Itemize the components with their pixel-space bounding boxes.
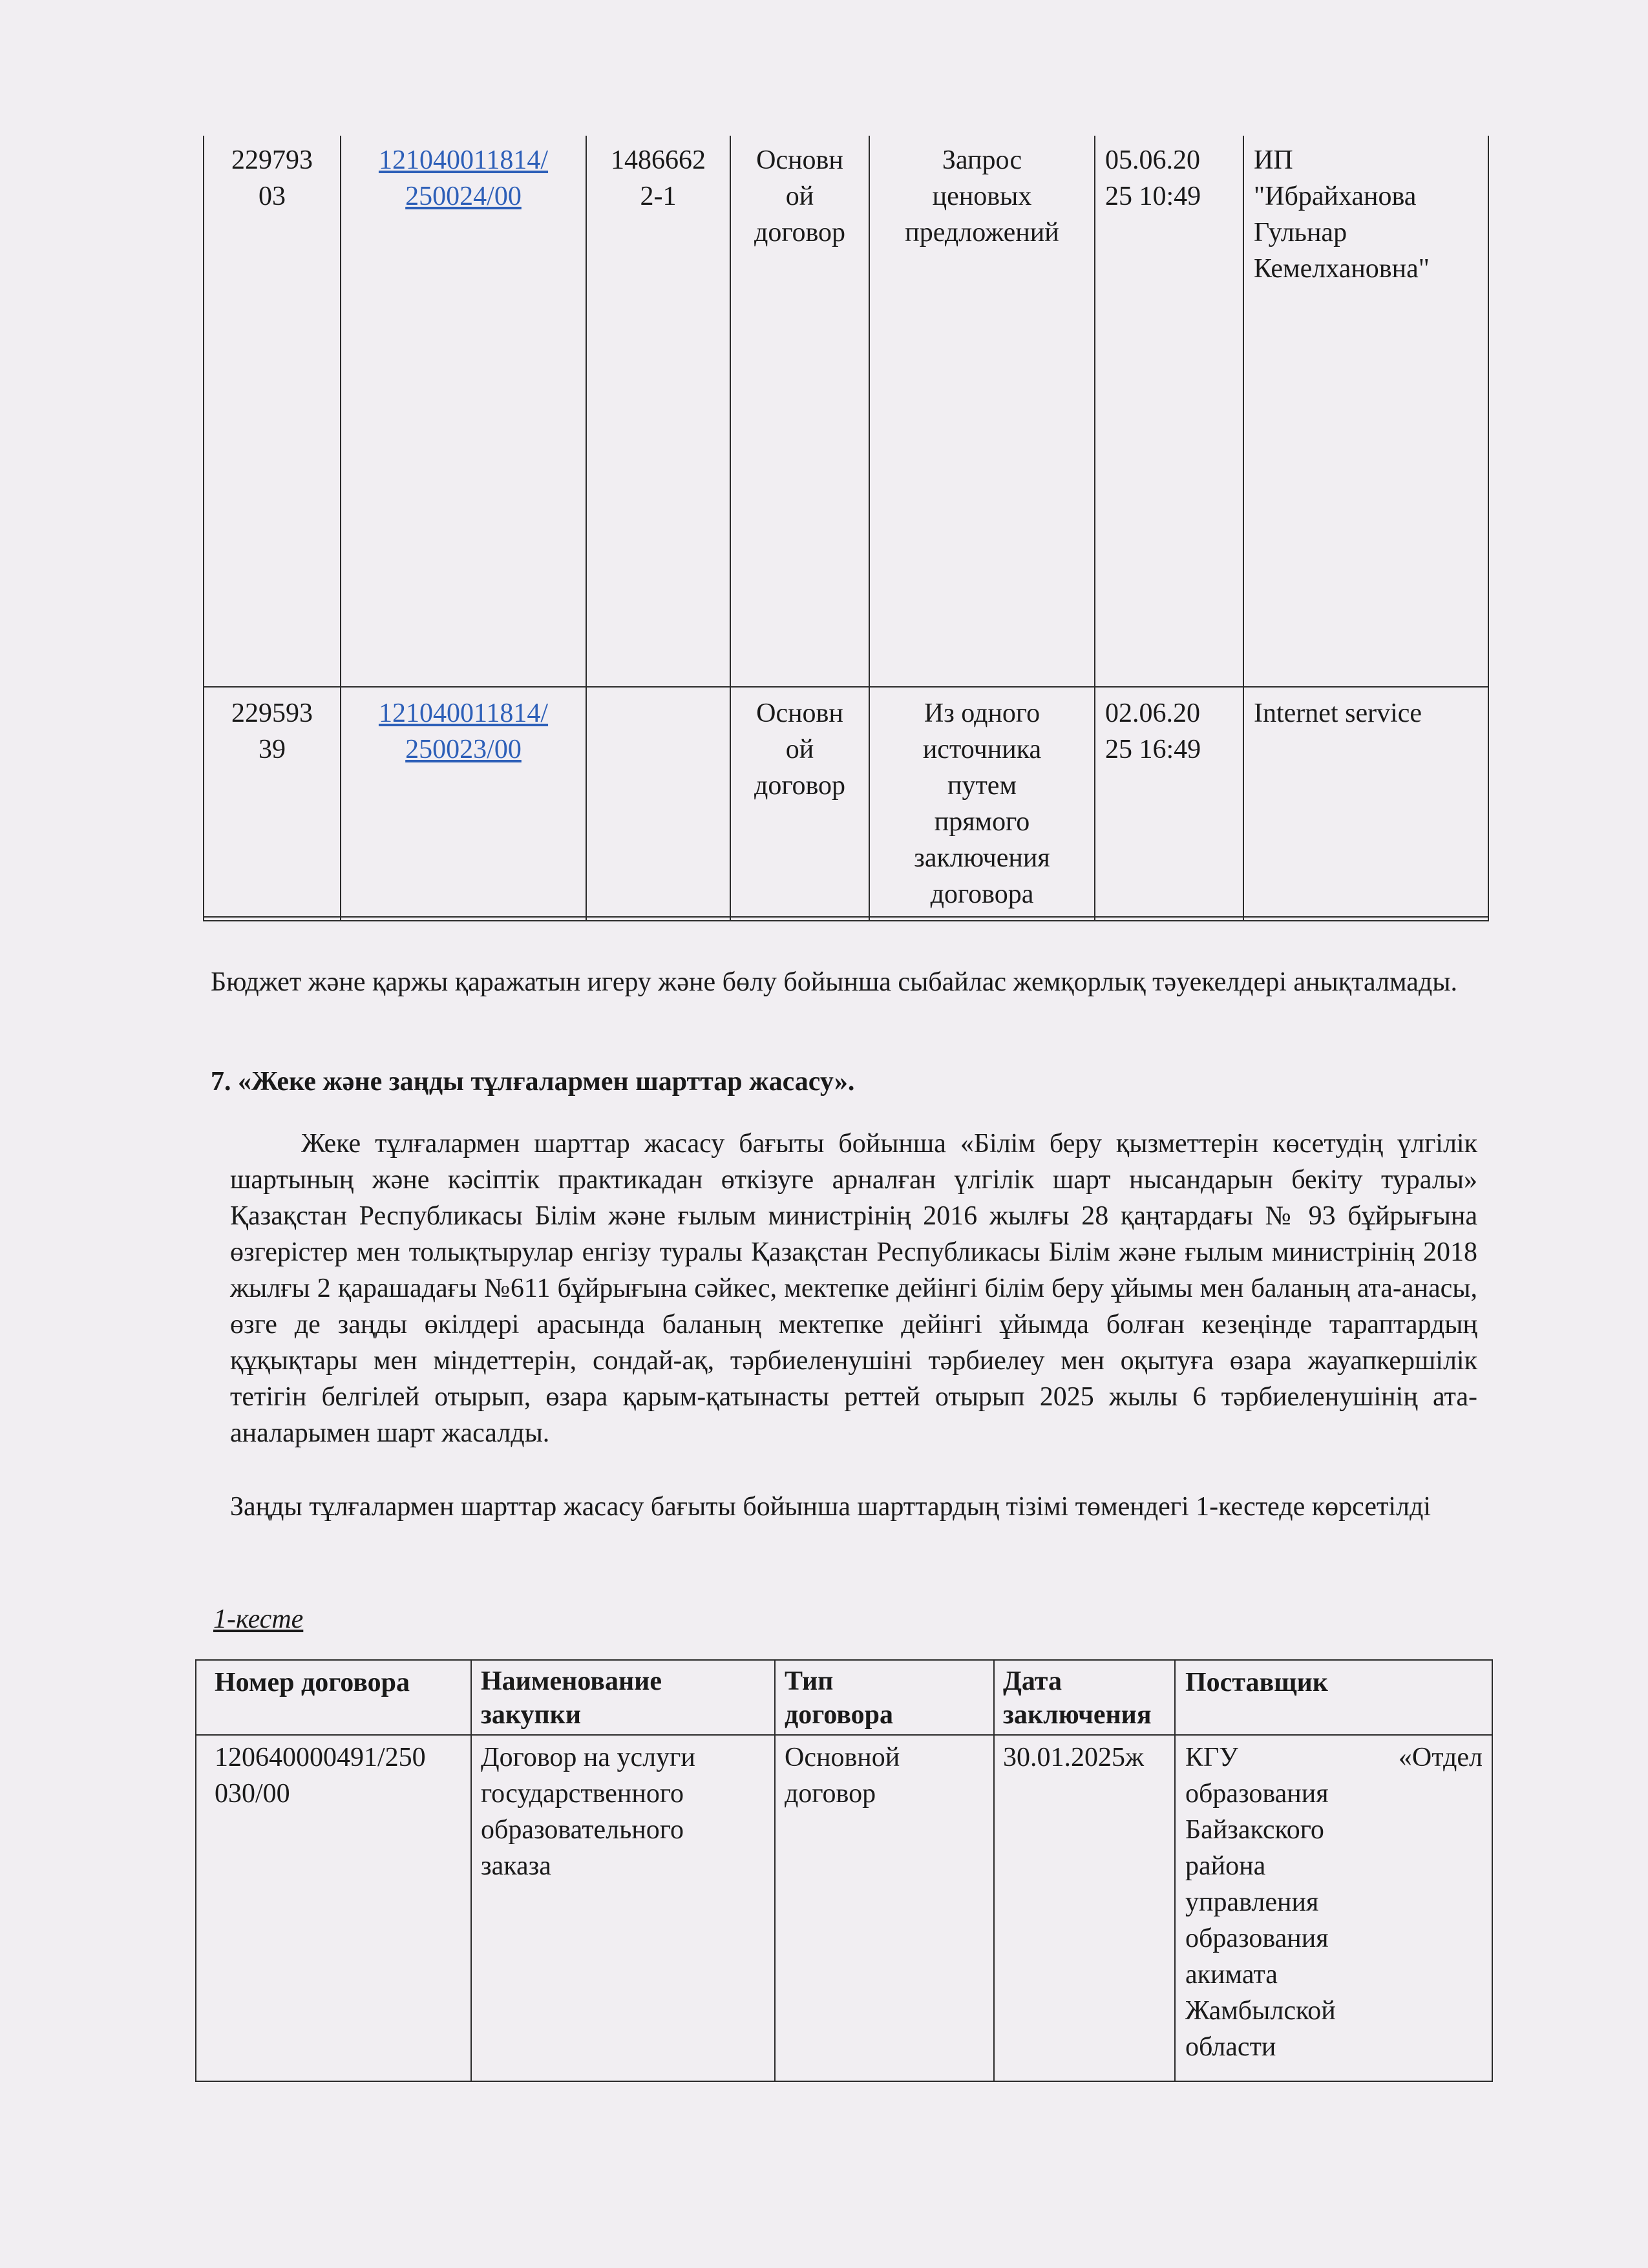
row1-lot: 1486662 2-1 bbox=[611, 145, 706, 211]
table-border bbox=[1488, 136, 1489, 921]
table-border bbox=[470, 1661, 472, 2081]
table-border bbox=[586, 136, 587, 921]
row2-method: Из одного источника путем прямого заключения договора bbox=[914, 698, 1050, 909]
legal-contracts-table bbox=[195, 1659, 1493, 2082]
main-paragraph: Жеке тұлғалармен шарттар жасасу бағыты бойынша «Білім беру қызметтерін көсетудің үлгілік шартының және кәсіптік практикадан өткізуге арналған үлгілік шарт нысандарын бекіту туралы» Қазақстан Республикасы Білім және ғылым министрінің 2016 жылғы 28 қаңтардағы № 93 бұйрығына өзгерістер мен толықтырулар енгізу туралы Қазақстан Республикасы Білім және ғылым министрінің 2018 жылғы 2 қарашадағы №611 бұйрығына сәйкес, мектепке дейінгі білім беру ұйымы мен баланың ата-анасы, өзге де заңды өкілдері арасында баланың мектепке дейінгі ұйымда болған кезеңінде тараптардың құқықтары мен міндеттерін, сондай-ақ, тәрбиеленушіні тәрбиелеу мен оқытуға өзара жауапкершілік тетігін белгілей отырып, өзара қарым-қатынасты реттей отырып 2025 жылы 6 тәрбиеленушінің ата-аналарымен шарт жасалды. bbox=[230, 1129, 1477, 1448]
row2-id: 229593 39 bbox=[231, 698, 313, 764]
table-border bbox=[203, 920, 1489, 921]
header-contract-type: Тип договора bbox=[785, 1666, 893, 1730]
table-caption: 1-кесте bbox=[213, 1604, 304, 1634]
row-purchase-name: Договор на услуги государственного образовательного заказа bbox=[481, 1743, 695, 1881]
table-border bbox=[1094, 136, 1095, 921]
table-border bbox=[774, 1661, 776, 2081]
row-contract-number: 120640000491/250 030/00 bbox=[215, 1743, 426, 1809]
row2-date: 02.06.20 25 16:49 bbox=[1105, 698, 1201, 764]
row2-supplier: Internet service bbox=[1254, 698, 1422, 728]
table-border bbox=[993, 1661, 995, 2081]
section-heading: 7. «Жеке және заңды тұлғалармен шарттар жасасу». bbox=[211, 1067, 855, 1097]
table-border bbox=[203, 916, 1489, 918]
row-conclusion-date: 30.01.2025ж bbox=[1003, 1743, 1145, 1772]
risk-paragraph: Бюджет және қаржы қаражатын игеру және бөлу бойынша сыбайлас жемқорлық тәуекелдері анықталмады. bbox=[211, 967, 1457, 997]
header-supplier: Поставщик bbox=[1185, 1668, 1328, 1697]
header-purchase-name: Наименование закупки bbox=[481, 1666, 662, 1730]
row1-supplier: ИП "Ибрайханова Гульнар Кемелхановна" bbox=[1254, 145, 1430, 284]
row1-contract-link[interactable]: 121040011814/ 250024/00 bbox=[378, 145, 549, 211]
table-border bbox=[1174, 1661, 1176, 2081]
contracts-table-continued bbox=[203, 136, 1489, 921]
header-contract-number: Номер договора bbox=[215, 1668, 410, 1697]
table-border bbox=[203, 136, 204, 921]
table-border bbox=[203, 686, 1489, 688]
row1-id: 229793 03 bbox=[231, 145, 313, 211]
row-contract-type: Основной договор bbox=[785, 1743, 900, 1809]
row1-date: 05.06.20 25 10:49 bbox=[1105, 145, 1201, 211]
row2-contract-link[interactable]: 121040011814/ 250023/00 bbox=[378, 698, 549, 764]
table-border bbox=[1243, 136, 1244, 921]
row1-method: Запрос ценовых предложений bbox=[905, 145, 1059, 247]
legal-entities-paragraph: Заңды тұлғалармен шарттар жасасу бағыты бойынша шарттардың тізімі төмендегі 1-кестеде көрсетілді bbox=[230, 1492, 1431, 1522]
table-border bbox=[340, 136, 341, 921]
row-supplier: КГУ «Отдел образования Байзакского района управления образования акимата Жамбылской области bbox=[1185, 1743, 1483, 2062]
row2-type: Основн ой договор bbox=[754, 698, 846, 801]
header-conclusion-date: Дата заключения bbox=[1003, 1666, 1152, 1730]
row1-type: Основн ой договор bbox=[754, 145, 846, 247]
table-border bbox=[196, 1734, 1492, 1736]
